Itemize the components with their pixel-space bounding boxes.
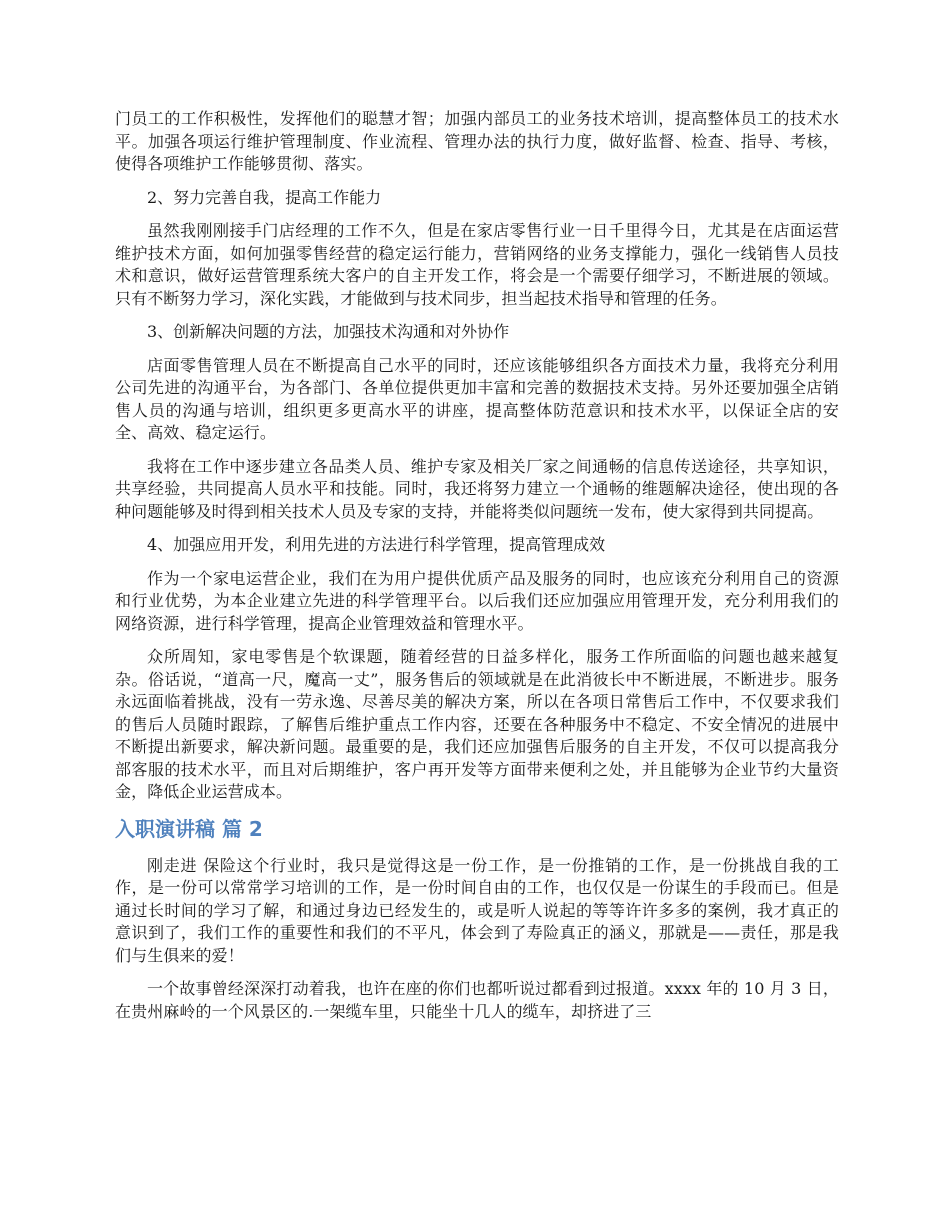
paragraph: 众所周知，家电零售是个软课题，随着经营的日益多样化，服务工作所面临的问题也越来越复杂。俗话说，“道高一尺，魔高一丈”，服务售后的领域就是在此消彼长中不断进展，不断进步。服务永远面临着挑战，没有一劳永逸、尽善尽美的解决方案，所以在各项日常售后工作中，不仅要求我们的售后人员随时跟踪，了解售后维护重点工作内容，还要在各种服务中不稳定、不安全情况的进展中不断提出新要求，解决新问题。最重要的是，我们还应加强售后服务的自主开发，不仅可以提高我分部客服的技术水平，而且对后期维护，客户再开发等方面带来便利之处，并且能够为企业节约大量资金，降低企业运营成本。 (115, 647, 839, 801)
paragraph-continued: 门员工的工作积极性，发挥他们的聪慧才智；加强内部员工的业务技术培训，提高整体员工的技术水平。加强各项运行维护管理制度、作业流程、管理办法的执行力度，做好监督、检查、指导、考核，使得各项维护工作能够贯彻、落实。 (115, 109, 839, 173)
subheading-2: 2、努力完善自我，提高工作能力 (147, 187, 382, 207)
subheading-3: 3、创新解决问题的方法，加强技术沟通和对外协作 (147, 322, 510, 341)
section-title: 入职演讲稿 篇 2 (115, 816, 263, 841)
subheading-4: 4、加强应用开发，利用先进的方法进行科学管理，提高管理成效 (147, 535, 606, 554)
paragraph: 作为一个家电运营企业，我们在为用户提供优质产品及服务的同时，也应该充分利用自己的资源和行业优势，为本企业建立先进的科学管理平台。以后我们还应加强应用管理开发，充分利用我们的网络资源，进行科学管理，提高企业管理效益和管理水平。 (115, 568, 839, 633)
paragraph: 我将在工作中逐步建立各品类人员、维护专家及相关厂家之间通畅的信息传送途径，共享知识，共享经验，共同提高人员水平和技能。同时，我还将努力建立一个通畅的维题解决途径，使出现的各种问题能够及时得到相关技术人员及专家的支持，并能将类似问题统一发布，使大家得到共同提高。 (115, 456, 839, 521)
document-page (115, 108, 839, 1034)
paragraph: 刚走进 保险这个行业时，我只是觉得这是一份工作，是一份推销的工作，是一份挑战自我的工作，是一份可以常常学习培训的工作，是一份时间自由的工作，也仅仅是一份谋生的手段而已。但是通过长时间的学习了解，和通过身边已经发生的，或是听人说起的等等许许多多的案例，我才真正的意识到了，我们工作的重要性和我们的不平凡，体会到了寿险真正的涵义，那就是——责任，那是我们与生俱来的爱！ (115, 855, 839, 965)
paragraph: 店面零售管理人员在不断提高自己水平的同时，还应该能够组织各方面技术力量，我将充分利用公司先进的沟通平台，为各部门、各单位提供更加丰富和完善的数据技术支持。另外还要加强全店销售人员的沟通与培训，组织更多更高水平的讲座，提高整体防范意识和技术水平，以保证全店的安全、高效、稳定运行。 (115, 355, 839, 442)
paragraph: 一个故事曾经深深打动着我，也许在座的你们也都听说过都看到过报道。xxxx 年的 10 月 3 日，在贵州麻岭的一个风景区的.一架缆车里，只能坐十几人的缆车，却挤进了三 (115, 979, 839, 1021)
paragraph: 虽然我刚刚接手门店经理的工作不久，但是在家店零售行业一日千里得今日，尤其是在店面运营维护技术方面，如何加强零售经营的稳定运行能力，营销网络的业务支撑能力，强化一线销售人员技术和意识，做好运营管理系统大客户的自主开发工作，将会是一个需要仔细学习，不断进展的领域。只有不断努力学习，深化实践，才能做到与技术同步，担当起技术指导和管理的任务。 (115, 221, 839, 308)
